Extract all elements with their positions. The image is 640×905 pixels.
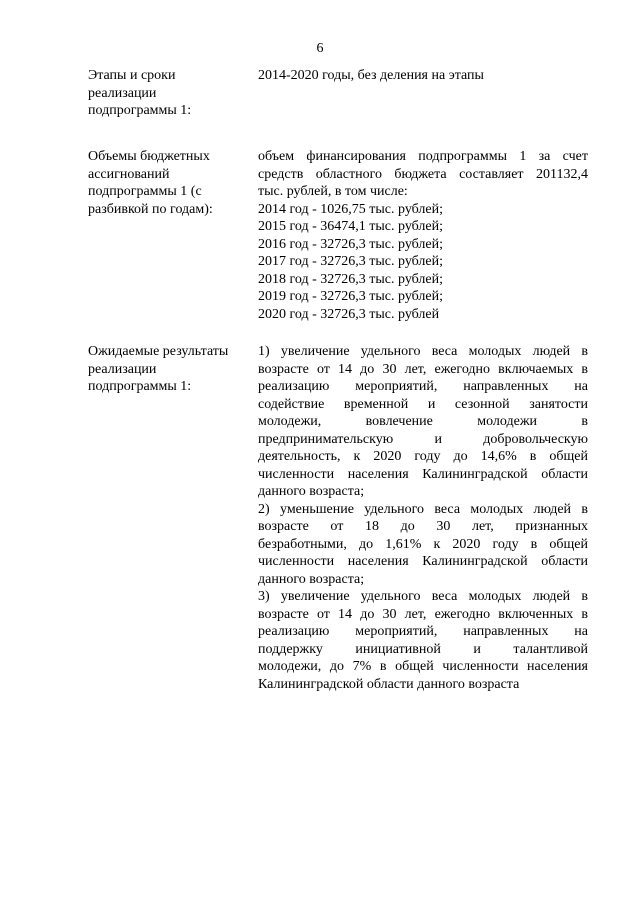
result-line: безработными, до 1,61% к 2020 году в общей: [258, 536, 588, 552]
budget-intro-line: средств областного бюджета составляет 201132,4: [258, 166, 588, 182]
result-line: реализацию мероприятий, направленных на: [258, 379, 588, 394]
results-label: [88, 343, 248, 396]
result-line: 1) увеличение удельного веса молодых людей в: [258, 344, 588, 359]
result-line: численности населения Калининградской области: [258, 466, 588, 482]
stages-label: [88, 67, 248, 120]
result-line: реализацию мероприятий, направленных на: [258, 624, 588, 639]
results-content: [258, 343, 588, 693]
label-line: подпрограммы 1:: [88, 379, 192, 394]
label-line: разбивкой по годам):: [88, 201, 213, 217]
stages-content: [258, 67, 588, 85]
result-line: молодежи, до 7% в общей численности населения: [258, 659, 588, 674]
budget-year-line: 2020 год - 32726,3 тыс. рублей: [258, 306, 440, 322]
result-line: деятельность, к 2020 году до 14,6% в общей: [258, 449, 588, 464]
result-line: 2) уменьшение удельного веса молодых людей в: [258, 501, 588, 517]
result-line: данного возраста;: [258, 571, 365, 587]
page-number: 6: [316, 41, 324, 56]
label-line: реализации: [88, 361, 157, 377]
budget-year-line: 2016 год - 32726,3 тыс. рублей;: [258, 236, 444, 252]
budget-year-line: 2019 год - 32726,3 тыс. рублей;: [258, 289, 444, 304]
result-line: данного возраста;: [258, 484, 365, 499]
budget-intro-line: объем финансирования подпрограммы 1 за счет: [258, 149, 588, 164]
result-line: численности населения Калининградской области: [258, 554, 588, 569]
budget-label: [88, 148, 248, 218]
label-line: ассигнований: [88, 166, 170, 182]
budget-year-line: 2014 год - 1026,75 тыс. рублей;: [258, 201, 444, 217]
result-line: возрасте от 14 до 30 лет, ежегодно включенных в: [258, 606, 588, 622]
result-line: возрасте от 18 до 30 лет, признанных: [258, 519, 588, 534]
result-line: Калининградской области данного возраста: [258, 676, 520, 692]
label-line: подпрограммы 1:: [88, 103, 192, 118]
result-line: поддержку инициативной и талантливой: [258, 641, 588, 657]
budget-content: [258, 148, 588, 323]
label-line: Объемы бюджетных: [88, 149, 210, 164]
budget-year-line: 2017 год - 32726,3 тыс. рублей;: [258, 254, 444, 269]
label-line: Этапы и сроки: [88, 68, 176, 83]
budget-year-line: 2018 год - 32726,3 тыс. рублей;: [258, 271, 444, 287]
result-line: содействие временной и сезонной занятости: [258, 396, 588, 412]
result-line: возрасте от 14 до 30 лет, ежегодно включаемых в: [258, 361, 588, 377]
label-line: реализации: [88, 85, 157, 101]
label-line: Ожидаемые результаты: [88, 344, 229, 359]
result-line: 3) увеличение удельного веса молодых людей в: [258, 589, 588, 604]
result-line: предпринимательскую и добровольческую: [258, 431, 588, 447]
budget-intro-line: тыс. рублей, в том числе:: [258, 184, 408, 199]
label-line: подпрограммы 1 (с: [88, 184, 202, 199]
budget-year-line: 2015 год - 36474,1 тыс. рублей;: [258, 219, 444, 234]
result-line: молодежи, вовлечение молодежи в: [258, 414, 588, 429]
stages-text: 2014-2020 годы, без деления на этапы: [258, 68, 484, 83]
